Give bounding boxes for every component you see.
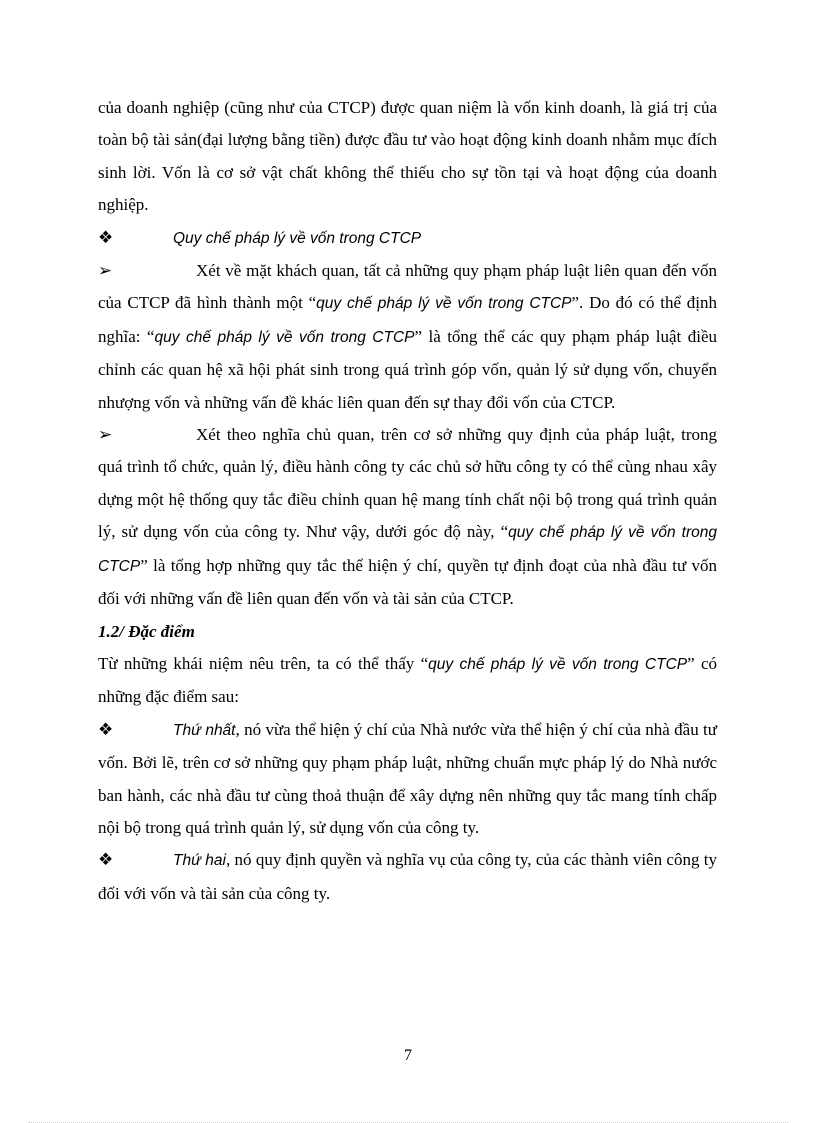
paragraph-1: của doanh nghiệp (cũng như của CTCP) được quan niệm là vốn kinh doanh, là giá trị của toàn bộ tài sản(đại lượng bằng tiền) được đầu tư vào hoạt động kinh doanh nhằm mục đích sinh lời. Vốn là cơ sở vật chất không thể thiếu cho sự tồn tại và hoạt động của doanh nghiệp. xyxy=(98,98,717,215)
para2-text-b: ”. Do đó có thể định nghĩa: “ xyxy=(98,293,717,346)
diamond-bullet-icon: ❖ xyxy=(98,227,114,247)
point2-text: , nó quy định quyền và nghĩa vụ của công ty, của các thành viên công ty đối với vốn và tài sản của công ty. xyxy=(98,850,718,903)
para3-text-a: Xét theo nghĩa chủ quan, trên cơ sở những quy định của pháp luật, trong quá trình tổ chức, quản lý, điều hành công ty các chủ sở hữu công ty có thể cùng nhau xây dựng một hệ thống quy tắc điều chỉnh quan hệ mang tính chất nội bộ trong quá trình quản lý, sử dụng vốn của công ty. Như vậy, dưới góc độ này, “ xyxy=(98,425,717,542)
para4-text-b: ” có những đặc điểm sau: xyxy=(98,653,717,707)
para3-text-b: ” là tổng hợp những quy tắc thể hiện ý chí, quyền tự định đoạt của nhà đầu tư vốn đối với những vấn đề liên quan đến vốn và tài sản của CTCP. xyxy=(98,555,717,609)
point1-label: Thứ nhất xyxy=(173,721,236,739)
point2-label: Thứ hai xyxy=(173,852,226,870)
diamond-bullet-icon: ❖ xyxy=(98,719,114,739)
para2-text-a: Xét về mặt khách quan, tất cả những quy phạm pháp luật liên quan đến vốn của CTCP đã hình thành một “ xyxy=(98,261,717,313)
page-number: 7 xyxy=(404,1047,412,1064)
point-2 xyxy=(98,844,717,910)
bullet-heading-text: Quy chế pháp lý về vốn trong CTCP xyxy=(173,229,422,247)
paragraph-2 xyxy=(98,255,717,419)
point-1 xyxy=(98,714,717,845)
paragraph-3 xyxy=(98,419,717,615)
para3-italic: quy chế pháp lý về vốn trong CTCP xyxy=(98,524,718,575)
section-heading: 1.2/ Đặc điểm xyxy=(98,621,195,641)
para2-italic-1: quy chế pháp lý về vốn trong CTCP xyxy=(316,295,572,313)
document-body xyxy=(98,92,717,910)
para2-text-c: ” là tổng thể các quy phạm pháp luật điều chỉnh các quan hệ xã hội phát sinh trong quá trình góp vốn, quản lý sử dụng vốn, chuyển nhượng vốn và những vấn đề khác liên quan đến sự thay đổi vốn của CTCP. xyxy=(98,326,717,412)
para4-italic: quy chế pháp lý về vốn trong CTCP xyxy=(428,655,688,673)
bullet-heading xyxy=(98,222,717,255)
paragraph-4 xyxy=(98,648,717,714)
diamond-bullet-icon: ❖ xyxy=(98,850,114,870)
arrow-bullet-icon: ➢ xyxy=(98,425,113,445)
para4-text-a: Từ những khái niệm nêu trên, ta có thể thấy “ xyxy=(98,653,429,673)
para2-italic-2: quy chế pháp lý về vốn trong CTCP xyxy=(154,328,415,346)
point1-text: , nó vừa thể hiện ý chí của Nhà nước vừa thể hiện ý chí của nhà đầu tư vốn. Bởi lẽ, trên cơ sở những quy phạm pháp luật, những chuẩn mực pháp lý do Nhà nước ban hành, các nhà đầu tư cùng thoả thuận để xây dựng nên những quy tắc mang tính chấp nội bộ trong quá trình quản lý, sử dụng vốn của công ty. xyxy=(98,719,717,837)
arrow-bullet-icon: ➢ xyxy=(98,261,113,281)
